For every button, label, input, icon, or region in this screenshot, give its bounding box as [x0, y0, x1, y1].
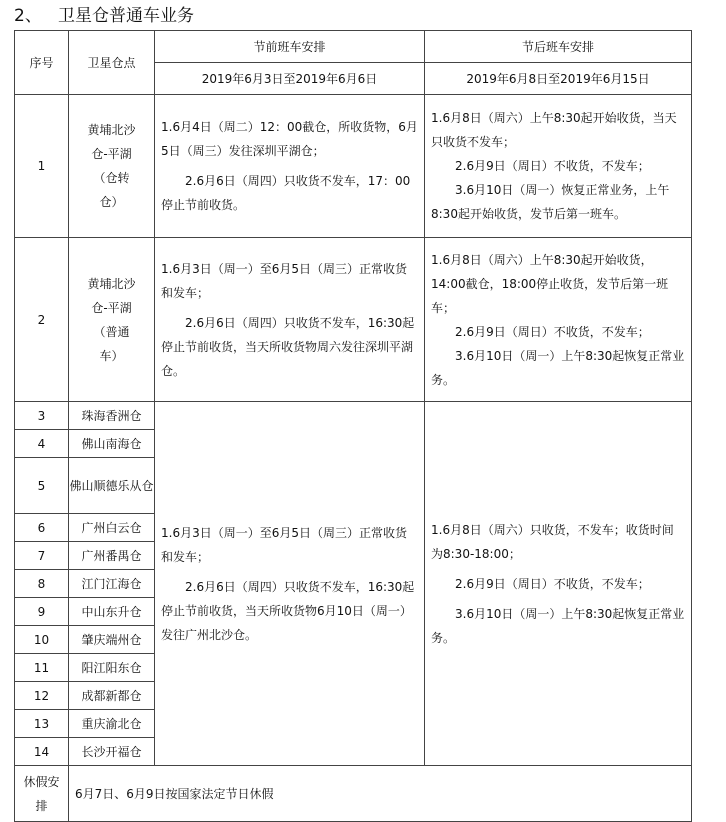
row1-name-line: 仓-平湖 [91, 147, 132, 161]
header-before-dates: 2019年6月3日至2019年6月6日 [155, 63, 425, 95]
row2-after-item: 2.6月9日（周日）不收货，不发车； [455, 324, 650, 339]
row1-after [425, 95, 692, 238]
section-heading: 卫星仓普通车业务 [58, 6, 194, 26]
group-warehouse: 阳江阳东仓 [69, 654, 155, 682]
group-warehouse: 长沙开福仓 [69, 738, 155, 766]
group-warehouse: 成都新都仓 [69, 682, 155, 710]
group-after-item: 1.6月8日（周六）只收货，不发车；收货时间为8:30-18:00； [431, 522, 674, 561]
header-warehouse: 卫星仓点 [69, 31, 155, 95]
row2-name-line: 车） [99, 348, 124, 363]
group-warehouse: 江门江海仓 [69, 570, 155, 598]
group-after-item: 2.6月9日（周日）不收货，不发车； [455, 576, 650, 591]
holiday-label: 休假安排 [15, 766, 69, 822]
row1-after-item: 3.6月10日（周一）恢复正常业务，上午8:30起开始收货，发节后第一班车。 [431, 183, 670, 221]
group-warehouse: 肇庆端州仓 [69, 626, 155, 654]
group-before-item: 1.6月3日（周一）至6月5日（周三）正常收货和发车； [161, 525, 407, 564]
row1-before-item: 1.6月4日（周二）12：00截仓，所收货物，6月5日（周三）发往深圳平湖仓； [161, 120, 418, 158]
header-before: 节前班车安排 [155, 31, 425, 63]
row1-name-line: 仓） [99, 195, 124, 209]
group-seq: 4 [15, 430, 69, 458]
group-seq: 9 [15, 598, 69, 626]
header-seq: 序号 [15, 31, 69, 95]
schedule-table [14, 30, 692, 822]
row2-name-line: （普通 [93, 324, 130, 339]
group-before [155, 402, 425, 766]
row1-name-line: （仓转 [93, 171, 130, 185]
group-seq: 12 [15, 682, 69, 710]
row1-seq: 1 [15, 95, 69, 238]
row2-before-item: 1.6月3日（周一）至6月5日（周三）正常收货和发车； [161, 261, 407, 300]
group-warehouse: 中山东升仓 [69, 598, 155, 626]
group-seq: 7 [15, 542, 69, 570]
group-warehouse: 广州番禺仓 [69, 542, 155, 570]
row2-after-item: 3.6月10日（周一）上午8:30起恢复正常业务。 [431, 348, 685, 387]
group-seq: 14 [15, 738, 69, 766]
row1-after-item: 2.6月9日（周日）不收货，不发车； [455, 159, 650, 173]
section-number: 2、 [14, 6, 42, 26]
row2-before-item: 2.6月6日（周四）只收货不发车，16:30起停止节前收货，当天所收货物周六发往深圳平湖仓。 [161, 315, 415, 378]
group-seq: 8 [15, 570, 69, 598]
row2-name-line: 仓-平湖 [91, 300, 132, 315]
row1-after-item: 1.6月8日（周六）上午8:30起开始收货，当天只收货不发车； [431, 111, 677, 149]
group-warehouse: 广州白云仓 [69, 514, 155, 542]
row2-after-item: 1.6月8日（周六）上午8:30起开始收货，14:00截仓，18:00停止收货，发节后第一班车； [431, 252, 669, 315]
group-warehouse: 重庆渝北仓 [69, 710, 155, 738]
header-after-dates: 2019年6月8日至2019年6月15日 [425, 63, 692, 95]
group-after [425, 402, 692, 766]
row2-seq: 2 [15, 238, 69, 402]
row2-after [425, 238, 692, 402]
group-warehouse: 珠海香洲仓 [69, 402, 155, 430]
group-seq: 3 [15, 402, 69, 430]
row2-warehouse [69, 238, 155, 402]
row1-warehouse [69, 95, 155, 238]
group-seq: 6 [15, 514, 69, 542]
group-after-item: 3.6月10日（周一）上午8:30起恢复正常业务。 [431, 606, 685, 645]
group-seq: 10 [15, 626, 69, 654]
header-after: 节后班车安排 [425, 31, 692, 63]
section-title [14, 4, 194, 28]
row2-name-line: 黄埔北沙 [87, 276, 136, 291]
group-seq: 11 [15, 654, 69, 682]
row1-before [155, 95, 425, 238]
group-seq: 5 [15, 458, 69, 514]
row2-before [155, 238, 425, 402]
group-seq: 13 [15, 710, 69, 738]
row1-before-item: 2.6月6日（周四）只收货不发车，17：00停止节前收货。 [161, 174, 411, 212]
holiday-text: 6月7日、6月9日按国家法定节日休假 [69, 766, 692, 822]
group-warehouse: 佛山顺德乐从仓 [69, 458, 155, 514]
group-warehouse: 佛山南海仓 [69, 430, 155, 458]
row1-name-line: 黄埔北沙 [87, 123, 136, 137]
group-before-item: 2.6月6日（周四）只收货不发车，16:30起停止节前收货，当天所收货物6月10日（周一）发往广州北沙仓。 [161, 579, 415, 642]
